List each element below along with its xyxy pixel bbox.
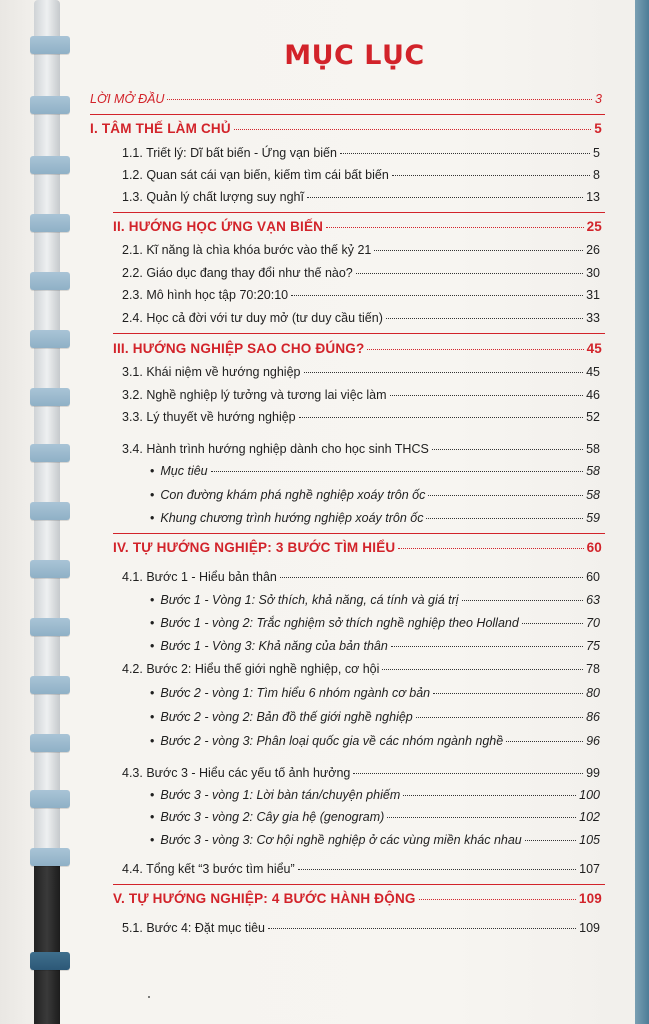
toc-subentry[interactable]: [150, 488, 600, 502]
toc-subentry[interactable]: [150, 593, 600, 607]
toc-subentry[interactable]: [150, 734, 600, 748]
toc-label: 4.1. Bước 1 - Hiểu bản thân: [122, 570, 277, 584]
dot-leader: [506, 741, 583, 742]
toc-label: IV. TỰ HƯỚNG NGHIỆP: 3 BƯỚC TÌM HIỂU: [113, 540, 396, 555]
toc-entry[interactable]: [122, 190, 600, 204]
toc-page: 109: [579, 921, 600, 935]
toc-label: Mục tiêu: [160, 464, 208, 478]
bullet-icon: •: [150, 488, 155, 502]
toc-subentry[interactable]: [150, 833, 600, 847]
toc-label: 1.2. Quan sát cái vạn biến, kiếm tìm cái bất biến: [122, 168, 389, 182]
dot-leader: [522, 623, 583, 624]
toc-entry[interactable]: [122, 146, 600, 160]
dot-leader: [386, 318, 583, 319]
toc-label: 1.3. Quản lý chất lượng suy nghĩ: [122, 190, 304, 204]
dot-leader: [390, 395, 584, 396]
toc-label: Con đường khám phá nghề nghiệp xoáy trôn ốc: [160, 488, 426, 502]
divider: [90, 114, 605, 115]
dot-leader: [419, 899, 576, 900]
toc-entry[interactable]: [122, 862, 600, 876]
page-title: MỤC LỤC: [284, 40, 425, 71]
toc-label: 2.4. Học cả đời với tư duy mở (tư duy cầu tiến): [122, 311, 383, 325]
toc-page: 25: [586, 219, 602, 234]
toc-label: 3.3. Lý thuyết về hướng nghiệp: [122, 410, 296, 424]
toc-page: 58: [586, 488, 600, 502]
dot-leader: [307, 197, 583, 198]
dot-leader: [426, 518, 583, 519]
dot-leader: [167, 99, 592, 100]
toc-label: 3.1. Khái niệm về hướng nghiệp: [122, 365, 301, 379]
bullet-icon: •: [150, 593, 155, 607]
dot-leader: [387, 817, 576, 818]
dot-leader: [428, 495, 583, 496]
dot-leader: [367, 349, 583, 350]
dot-leader: [382, 669, 583, 670]
toc-subentry[interactable]: [150, 710, 600, 724]
toc-entry[interactable]: [122, 168, 600, 182]
toc-page: 70: [586, 616, 600, 630]
dot-leader: [356, 273, 583, 274]
toc-section[interactable]: [113, 540, 602, 555]
toc-label: II. HƯỚNG HỌC ỨNG VẠN BIẾN: [113, 219, 324, 234]
dot-leader: [525, 840, 576, 841]
toc-label: Bước 1 - Vòng 3: Khả năng của bản thân: [160, 639, 388, 653]
toc-page: 13: [586, 190, 600, 204]
dot-leader: [326, 227, 583, 228]
dot-leader: [462, 600, 584, 601]
toc-page: 26: [586, 243, 600, 257]
toc-entry[interactable]: [122, 288, 600, 302]
toc-entry[interactable]: [122, 766, 600, 780]
toc-label: 5.1. Bước 4: Đặt mục tiêu: [122, 921, 266, 935]
toc-label: Bước 3 - vòng 1: Lời bàn tán/chuyện phiếm: [160, 788, 401, 802]
toc-intro[interactable]: [90, 92, 602, 106]
toc-entry[interactable]: [122, 921, 600, 935]
divider: [113, 884, 605, 885]
toc-section[interactable]: [90, 121, 602, 136]
toc-label: 2.3. Mô hình học tập 70:20:10: [122, 288, 289, 302]
divider: [113, 533, 605, 534]
toc-label: Khung chương trình hướng nghiệp xoáy trôn ốc: [160, 511, 424, 525]
dot-leader: [280, 577, 583, 578]
toc-page: 96: [586, 734, 600, 748]
toc-page: 107: [579, 862, 600, 876]
bullet-icon: •: [150, 810, 155, 824]
toc-page: 75: [586, 639, 600, 653]
toc-label: 4.2. Bước 2: Hiểu thế giới nghề nghiệp, cơ hội: [122, 662, 380, 676]
bullet-icon: •: [150, 639, 155, 653]
toc-page: 5: [593, 146, 600, 160]
toc-entry[interactable]: [122, 442, 600, 456]
toc-page: 33: [586, 311, 600, 325]
toc-page: 100: [579, 788, 600, 802]
toc-entry[interactable]: [122, 388, 600, 402]
dot-leader: [291, 295, 583, 296]
bullet-icon: •: [150, 710, 155, 724]
toc-entry[interactable]: [122, 243, 600, 257]
toc-subentry[interactable]: [150, 464, 600, 478]
dot-leader: [416, 717, 583, 718]
toc-page: 60: [586, 540, 602, 555]
toc-page: 99: [586, 766, 600, 780]
toc-label: 3.4. Hành trình hướng nghiệp dành cho học sinh THCS: [122, 442, 429, 456]
toc-entry[interactable]: [122, 365, 600, 379]
bullet-icon: •: [150, 788, 155, 802]
dot-leader: [391, 646, 583, 647]
dot-leader: [268, 928, 576, 929]
divider: [113, 212, 605, 213]
toc-page: 58: [586, 442, 600, 456]
toc-subentry[interactable]: [150, 686, 600, 700]
toc-subentry[interactable]: [150, 788, 600, 802]
toc-page: 45: [586, 341, 602, 356]
toc-label: Bước 2 - vòng 1: Tìm hiểu 6 nhóm ngành cơ bản: [160, 686, 431, 700]
dot-leader: [211, 471, 583, 472]
dot-leader: [374, 250, 583, 251]
dot-leader: [234, 129, 591, 130]
toc-subentry[interactable]: [150, 511, 600, 525]
toc-subentry[interactable]: [150, 639, 600, 653]
toc-label: I. TÂM THẾ LÀM CHỦ: [90, 121, 231, 136]
toc-page: 102: [579, 810, 600, 824]
toc-section[interactable]: [113, 219, 602, 234]
toc-entry[interactable]: [122, 410, 600, 424]
toc-page: 59: [586, 511, 600, 525]
bullet-icon: •: [150, 833, 155, 847]
paper-speck: [148, 996, 150, 998]
dot-leader: [353, 773, 583, 774]
bullet-icon: •: [150, 734, 155, 748]
toc-label: III. HƯỚNG NGHIỆP SAO CHO ĐÚNG?: [113, 341, 365, 356]
toc-label: 1.1. Triết lý: Dĩ bất biến - Ứng vạn biến: [122, 146, 337, 160]
toc-label: Bước 2 - vòng 2: Bản đồ thế giới nghề nghiệp: [160, 710, 413, 724]
dot-leader: [432, 449, 583, 450]
dot-leader: [299, 417, 583, 418]
toc-entry[interactable]: [122, 570, 600, 584]
toc-entry[interactable]: [122, 311, 600, 325]
dot-leader: [392, 175, 590, 176]
toc-section[interactable]: [113, 891, 602, 906]
toc-page: 8: [593, 168, 600, 182]
toc-label: Bước 3 - vòng 2: Cây gia hệ (genogram): [160, 810, 385, 824]
toc-subentry[interactable]: [150, 616, 600, 630]
toc-label: Bước 1 - Vòng 1: Sở thích, khả năng, cá tính và giá trị: [160, 593, 459, 607]
toc-page: 86: [586, 710, 600, 724]
toc-page: 5: [594, 121, 602, 136]
dot-leader: [304, 372, 584, 373]
toc-page: 58: [586, 464, 600, 478]
toc-page: 78: [586, 662, 600, 676]
toc-subentry[interactable]: [150, 810, 600, 824]
toc-label: Bước 3 - vòng 3: Cơ hội nghề nghiệp ở các vùng miền khác nhau: [160, 833, 522, 847]
dot-leader: [398, 548, 583, 549]
toc-label: 3.2. Nghề nghiệp lý tưởng và tương lai việc làm: [122, 388, 387, 402]
toc-page: 80: [586, 686, 600, 700]
bullet-icon: •: [150, 464, 155, 478]
toc-page: 60: [586, 570, 600, 584]
toc-page: 46: [586, 388, 600, 402]
bullet-icon: •: [150, 686, 155, 700]
toc-label: 4.3. Bước 3 - Hiểu các yếu tố ảnh hưởng: [122, 766, 351, 780]
divider: [113, 333, 605, 334]
toc-label: 4.4. Tổng kết “3 bước tìm hiểu”: [122, 862, 295, 876]
toc-entry[interactable]: [122, 266, 600, 280]
toc-page: 31: [586, 288, 600, 302]
toc-page: 45: [586, 365, 600, 379]
dot-leader: [403, 795, 576, 796]
toc-entry[interactable]: [122, 662, 600, 676]
toc-label: Bước 2 - vòng 3: Phân loại quốc gia về các nhóm ngành nghề: [160, 734, 504, 748]
dot-leader: [433, 693, 583, 694]
toc-page: 3: [595, 92, 602, 106]
toc-label: Bước 1 - vòng 2: Trắc nghiệm sở thích nghề nghiệp theo Holland: [160, 616, 519, 630]
toc-page: 52: [586, 410, 600, 424]
toc-page: 30: [586, 266, 600, 280]
toc-page: 105: [579, 833, 600, 847]
toc-label: 2.2. Giáo dục đang thay đổi như thế nào?: [122, 266, 353, 280]
dot-leader: [298, 869, 576, 870]
toc-section[interactable]: [113, 341, 602, 356]
bullet-icon: •: [150, 616, 155, 630]
toc-label: 2.1. Kĩ năng là chìa khóa bước vào thế kỷ 21: [122, 243, 372, 257]
toc-label: V. TỰ HƯỚNG NGHIỆP: 4 BƯỚC HÀNH ĐỘNG: [113, 891, 416, 906]
toc-page: 109: [578, 891, 602, 906]
toc-label: LỜI MỞ ĐẦU: [90, 92, 165, 106]
dot-leader: [340, 153, 590, 154]
bullet-icon: •: [150, 511, 155, 525]
toc-page: 63: [586, 593, 600, 607]
